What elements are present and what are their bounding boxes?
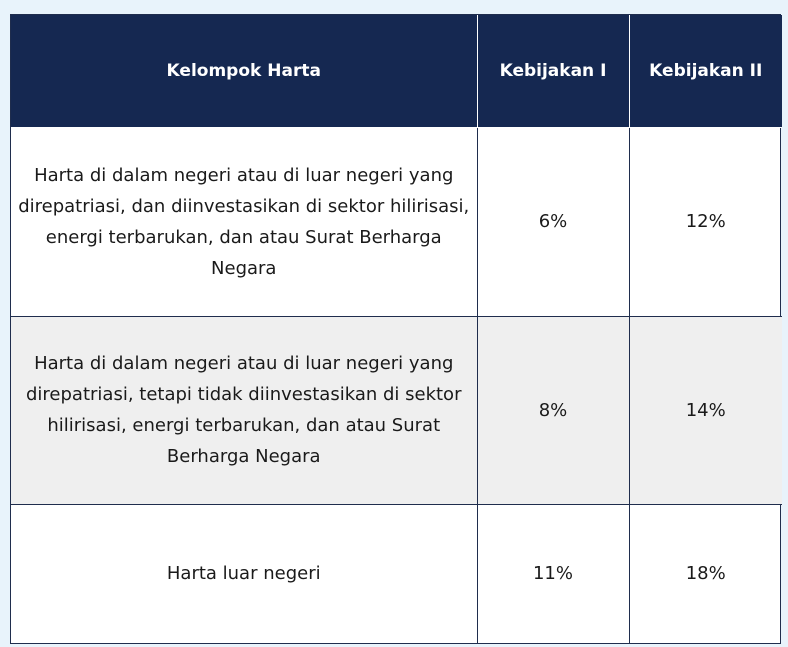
tax-rate-table — [11, 15, 782, 643]
table-body — [11, 127, 782, 643]
header-kebijakan-1: Kebijakan I — [477, 15, 629, 127]
header-kebijakan-2: Kebijakan II — [629, 15, 782, 127]
header-row — [11, 15, 782, 127]
cell-kebijakan-2: 12% — [629, 127, 782, 316]
table-header — [11, 15, 782, 127]
cell-kebijakan-2: 14% — [629, 316, 782, 504]
cell-kebijakan-1: 6% — [477, 127, 629, 316]
table-row — [11, 504, 782, 643]
cell-kebijakan-1: 11% — [477, 504, 629, 643]
cell-kebijakan-2: 18% — [629, 504, 782, 643]
table-row — [11, 127, 782, 316]
cell-kelompok-harta: Harta di dalam negeri atau di luar negeri yang direpatriasi, dan diinvestasikan di sektor hilirisasi, energi terbarukan, dan atau Surat Berharga Negara — [11, 127, 477, 316]
cell-kebijakan-1: 8% — [477, 316, 629, 504]
header-kelompok-harta: Kelompok Harta — [11, 15, 477, 127]
cell-kelompok-harta: Harta di dalam negeri atau di luar negeri yang direpatriasi, tetapi tidak diinvestasikan di sektor hilirisasi, energi terbarukan, dan atau Surat Berharga Negara — [11, 316, 477, 504]
tax-rate-table-container — [10, 14, 781, 644]
table-row — [11, 316, 782, 504]
cell-kelompok-harta: Harta luar negeri — [11, 504, 477, 643]
